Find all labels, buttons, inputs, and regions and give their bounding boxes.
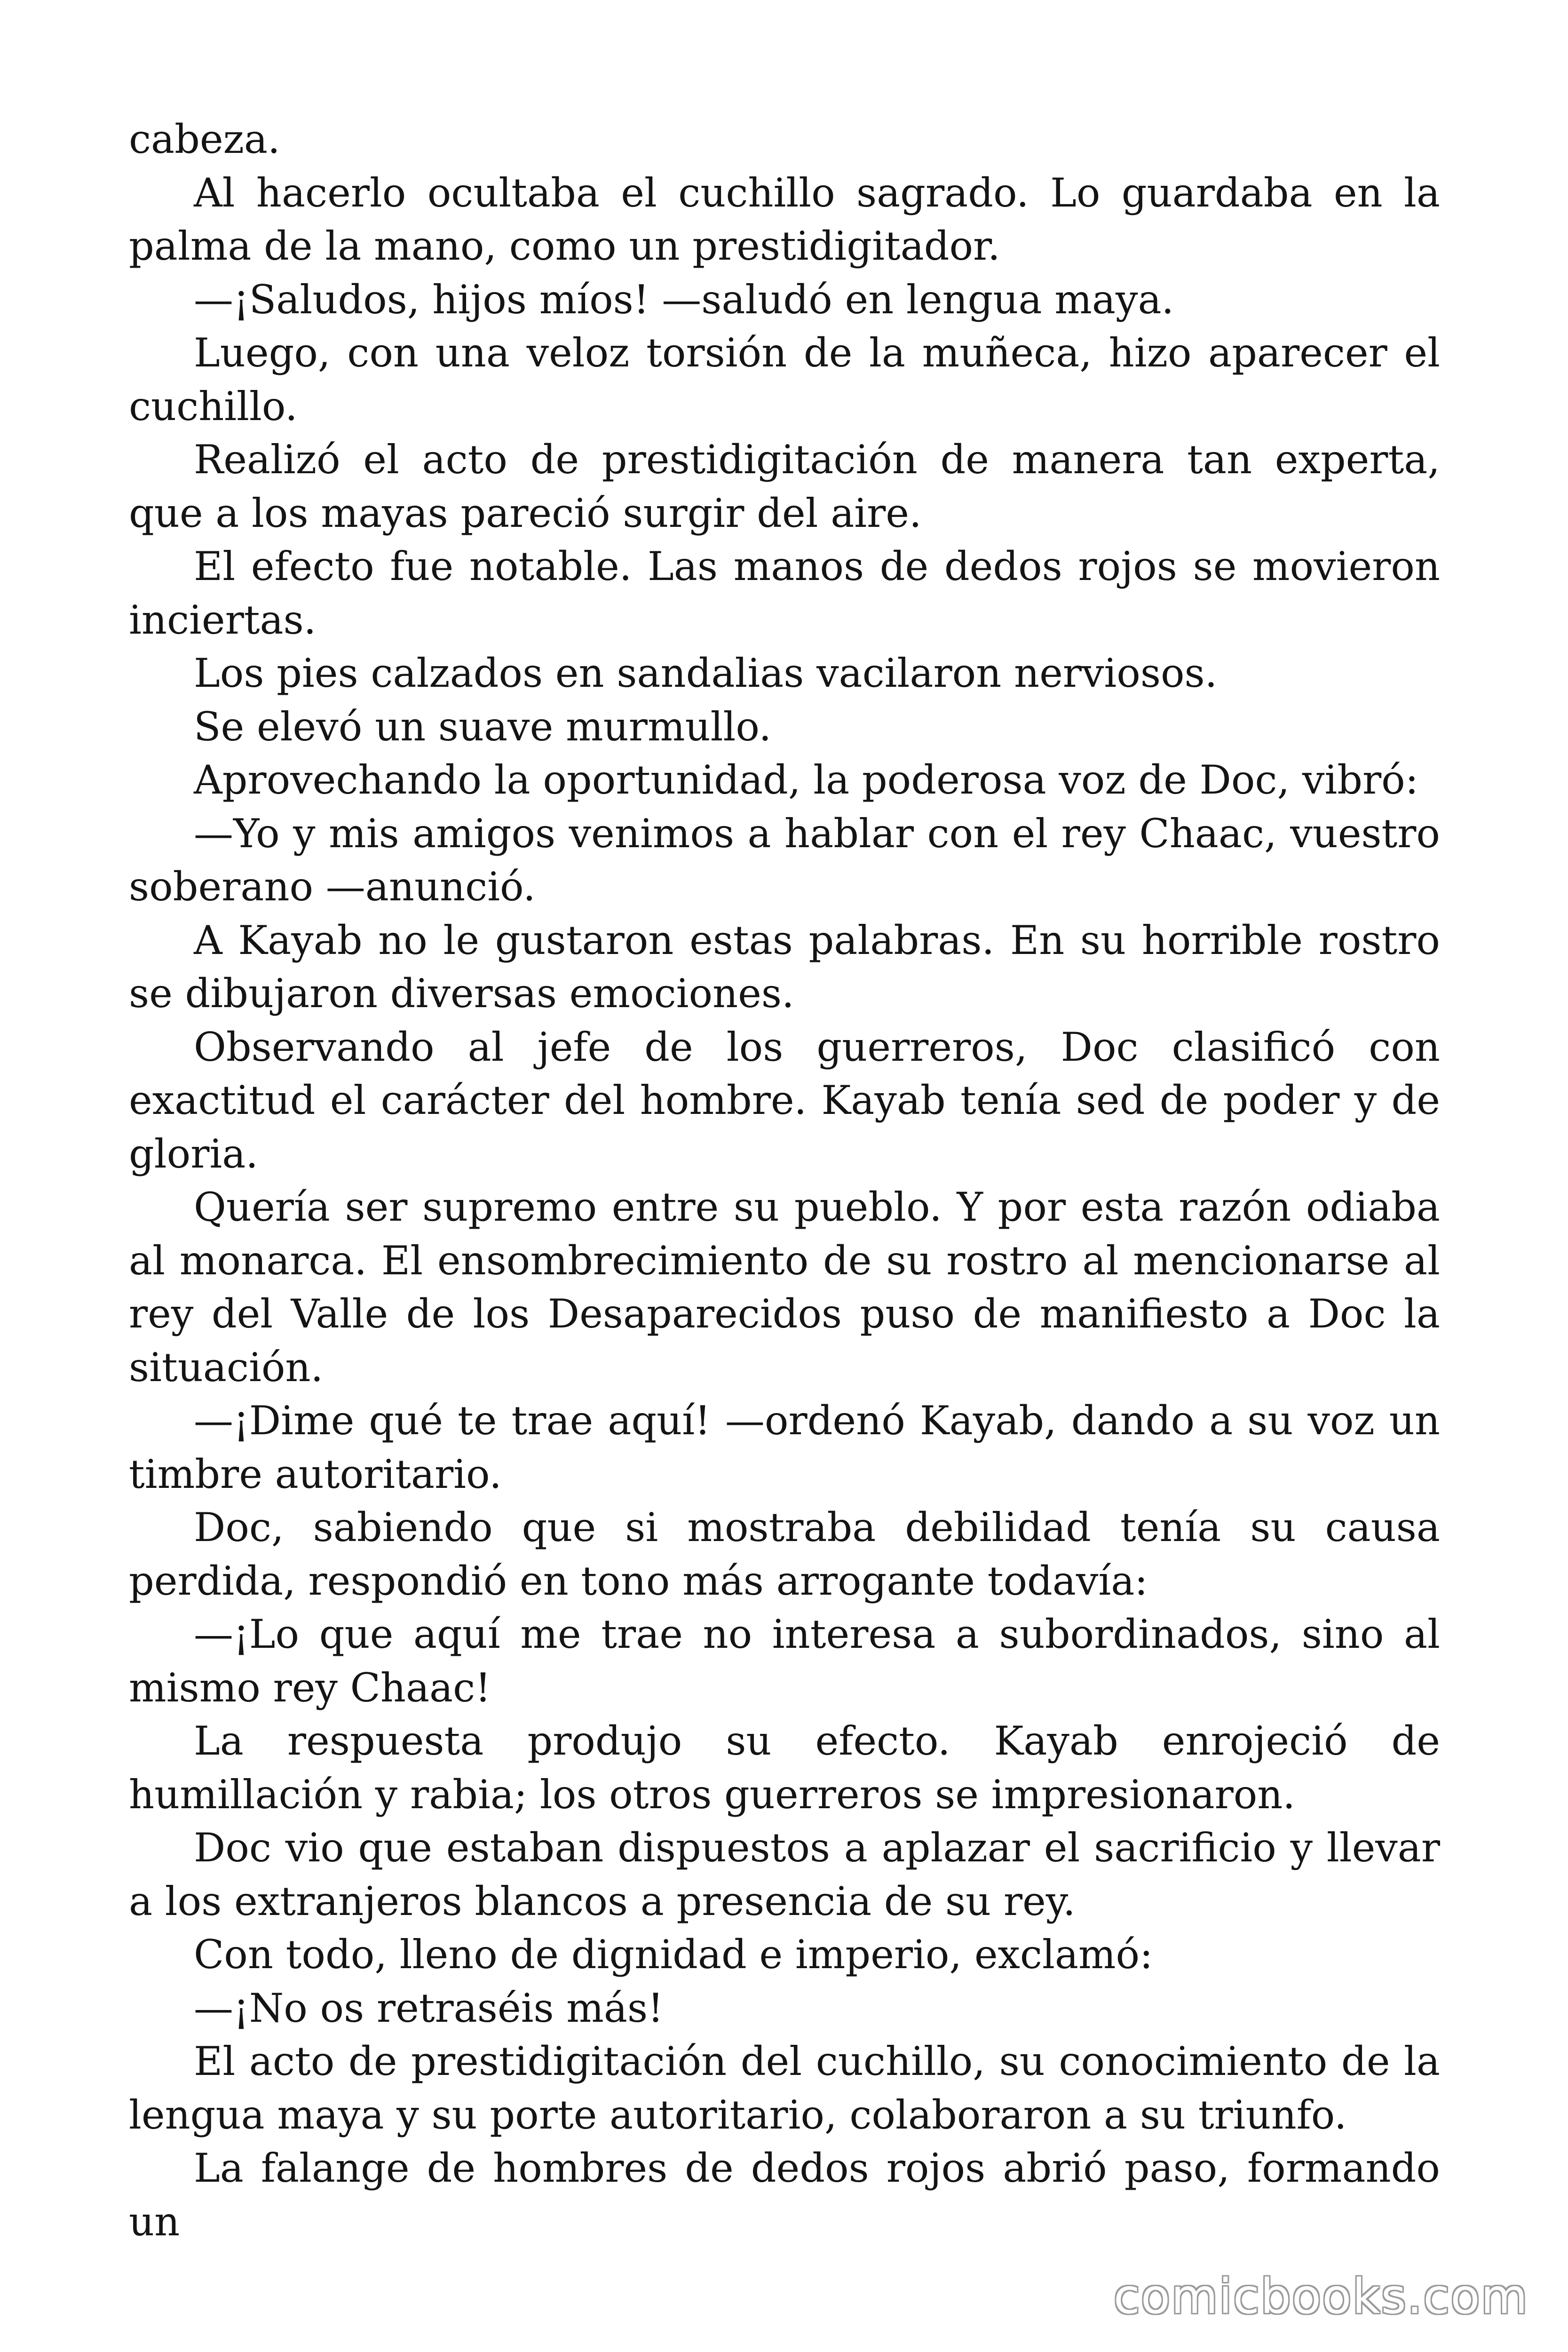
paragraph: Doc vio que estaban dispuestos a aplazar el sacrificio y llevar a los extranjeros blancos a presencia de su rey. <box>129 1825 1440 1924</box>
paragraph: El efecto fue notable. Las manos de dedos rojos se movieron inciertas. <box>129 543 1440 643</box>
paragraph: El acto de prestidigitación del cuchillo, su conocimiento de la lengua maya y su porte autoritario, colaboraron a su triunfo. <box>129 2038 1440 2138</box>
paragraph: Luego, con una veloz torsión de la muñeca, hizo aparecer el cuchillo. <box>129 330 1440 429</box>
paragraph: La respuesta produjo su efecto. Kayab enrojeció de humillación y rabia; los otros guerreros se impresionaron. <box>129 1718 1440 1818</box>
paragraph: —¡No os retraséis más! <box>194 1985 664 2031</box>
paragraph: Los pies calzados en sandalias vacilaron nerviosos. <box>194 650 1218 696</box>
paragraph: Aprovechando la oportunidad, la poderosa voz de Doc, vibró: <box>194 757 1418 803</box>
paragraph: Quería ser supremo entre su pueblo. Y por esta razón odiaba al monarca. El ensombrecimiento de su rostro al mencionarse al rey del Valle de los Desaparecidos puso de manifiesto a Doc la situación. <box>129 1184 1440 1391</box>
paragraph: Realizó el acto de prestidigitación de manera tan experta, que a los mayas pareció surgir del aire. <box>129 437 1440 536</box>
watermark: comicbooks.com <box>1113 2269 1528 2325</box>
paragraph: —¡Dime qué te trae aquí! —ordenó Kayab, dando a su voz un timbre autoritario. <box>129 1398 1440 1497</box>
paragraph: Observando al jefe de los guerreros, Doc clasificó con exactitud el carácter del hombre. Kayab tenía sed de poder y de gloria. <box>129 1024 1440 1177</box>
page-body <box>129 113 1440 2286</box>
paragraph: La falange de hombres de dedos rojos abrió paso, formando un <box>129 2145 1440 2245</box>
paragraph: —¡Lo que aquí me trae no interesa a subordinados, sino al mismo rey Chaac! <box>129 1611 1440 1711</box>
paragraph: —Yo y mis amigos venimos a hablar con el rey Chaac, vuestro soberano —anunció. <box>129 810 1440 910</box>
paragraph: Al hacerlo ocultaba el cuchillo sagrado. Lo guardaba en la palma de la mano, como un prestidigitador. <box>129 169 1440 269</box>
paragraph: Doc, sabiendo que si mostraba debilidad tenía su causa perdida, respondió en tono más arrogante todavía: <box>129 1504 1440 1604</box>
paragraph: —¡Saludos, hijos míos! —saludó en lengua maya. <box>194 276 1174 323</box>
paragraph: Se elevó un suave murmullo. <box>194 703 772 750</box>
paragraph: Con todo, lleno de dignidad e imperio, exclamó: <box>194 1931 1153 1978</box>
paragraph: cabeza. <box>129 116 280 162</box>
paragraph: A Kayab no le gustaron estas palabras. En su horrible rostro se dibujaron diversas emociones. <box>129 917 1440 1017</box>
